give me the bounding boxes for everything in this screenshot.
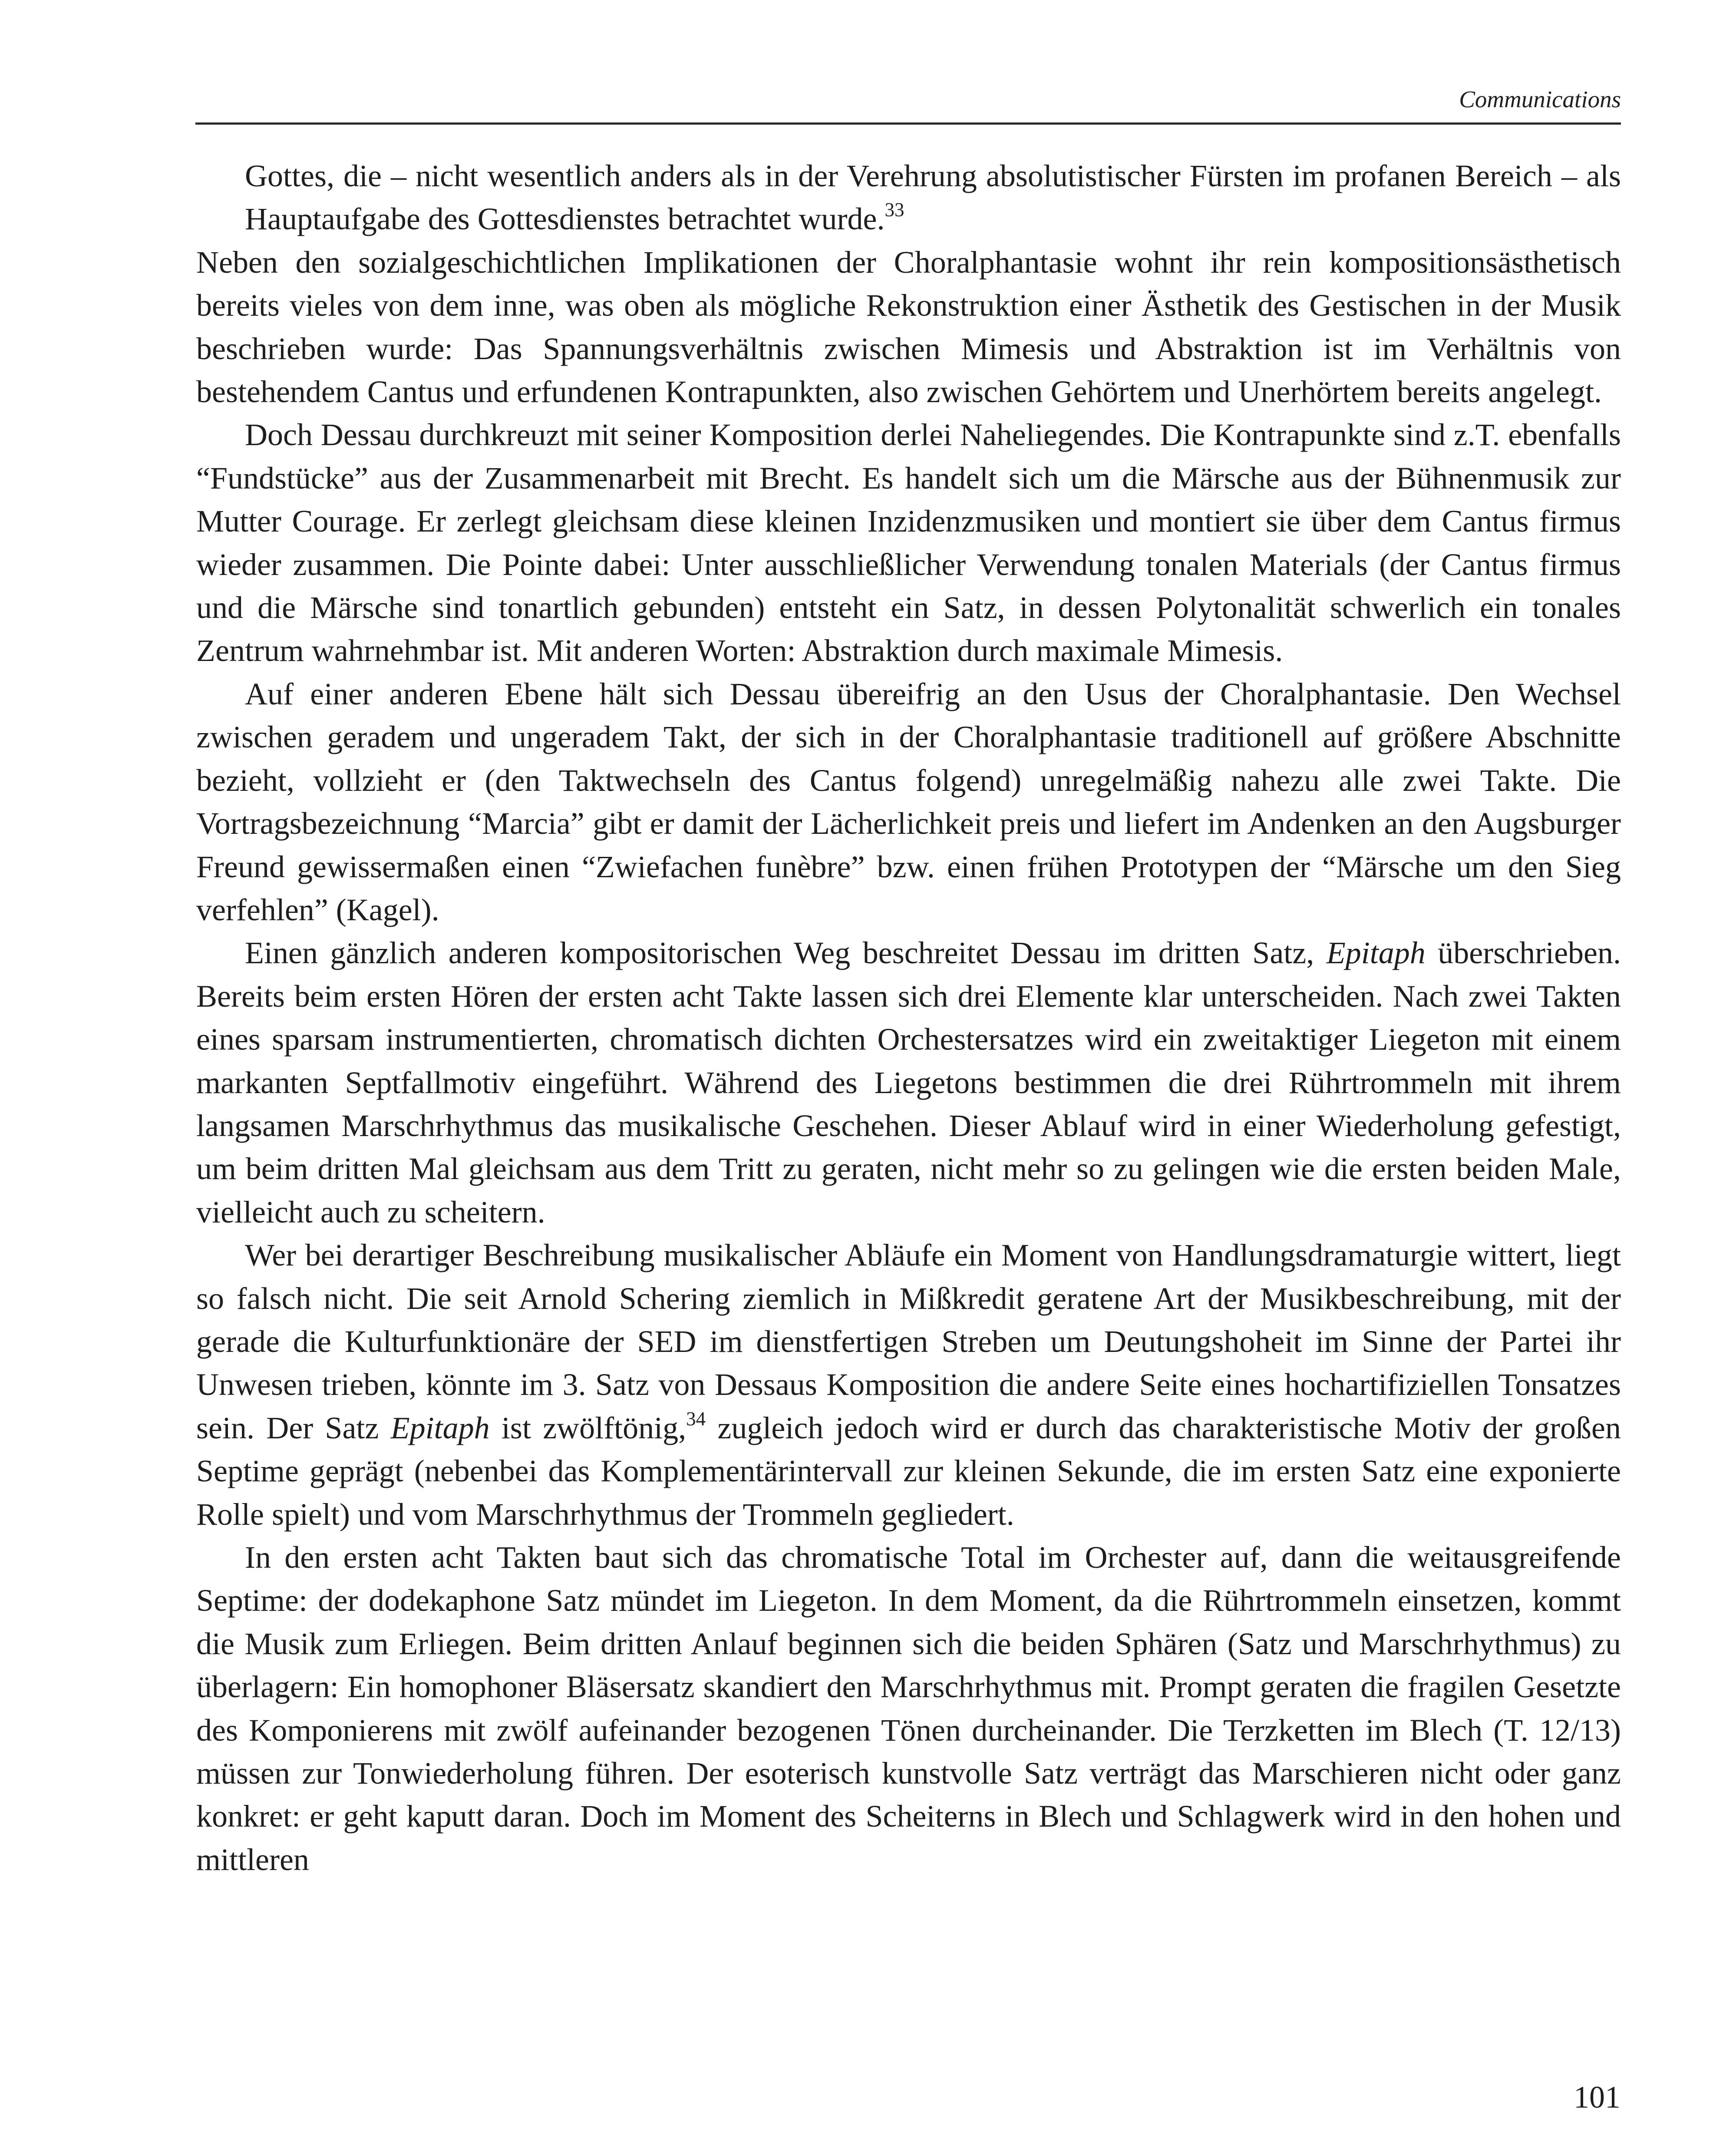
running-title: Communications bbox=[1459, 86, 1621, 112]
paragraph-text: Wer bei derartiger Beschreibung musikalischer Abläufe ein Moment von Handlungsdramaturgie wittert, liegt so falsch nicht. Die seit Arnold Schering ziemlich in Mißkredit geratene Art der Musikbeschreibung, mit der gerade die Kulturfunktionäre der SED im dienstfertigen Streben um Deutungshoheit im Sinne der Partei ihr Unwesen trieben, könnte im 3. Satz von Dessaus Komposition die andere Seite eines hochartifiziellen Tonsatzes sein. Der Satz bbox=[196, 1238, 1621, 1445]
work-title-epitaph: Epitaph bbox=[390, 1410, 490, 1445]
paragraph-text: zugleich jedoch wird er durch das charakteristische Motiv der großen Septime geprägt (nebenbei das Komplementärintervall zur kleinen Sekunde, die im ersten Satz eine exponierte Rolle spielt) und vom Marschrhythmus der Trommeln gegliedert. bbox=[196, 1410, 1621, 1532]
paragraph-handlungsdramaturgie bbox=[196, 1234, 1621, 1536]
paragraph-text: Einen gänzlich anderen kompositorischen Weg beschreitet Dessau im dritten Satz, bbox=[245, 935, 1327, 971]
page-number: 101 bbox=[1574, 2080, 1620, 2115]
paragraph-epitaph-intro bbox=[196, 932, 1621, 1234]
footnote-ref-33[interactable]: 33 bbox=[885, 199, 904, 221]
paragraph-choralphantasie: Neben den sozialgeschichtlichen Implikationen der Choralphantasie wohnt ihr rein kompositionsästhetisch bereits vieles von dem inne, was oben als mögliche Rekonstruktion einer Ästhetik des Gestischen in der Musik beschrieben wurde: Das Spannungsverhältnis zwischen Mimesis und Abstraktion ist im Verhältnis von bestehendem Cantus und erfundenen Kontrapunkten, also zwischen Gehörtem und Unerhörtem bereits angelegt. bbox=[196, 245, 1621, 410]
paragraph-text: überschrieben. Bereits beim ersten Hören der ersten acht Takte lassen sich drei Elemente klar unterscheiden. Nach zwei Takten eines sparsam instrumentierten, chromatisch dichten Orchestersatzes wird ein zweitaktiger Liegeton mit einem markanten Septfallmotiv eingeführt. Während des Liegetons bestimmen die drei Rührtrommeln mit ihrem langsamen Marschrhythmus das musikalische Geschehen. Dieser Ablauf wird in einer Wiederholung gefestigt, um beim dritten Mal gleichsam aus dem Tritt zu geraten, nicht mehr so zu gelingen wie die ersten beiden Male, vielleicht auch zu scheitern. bbox=[196, 935, 1621, 1229]
paragraph-dessau-kontrapunkte: Doch Dessau durchkreuzt mit seiner Komposition derlei Naheliegendes. Die Kontrapunkte sind z.T. ebenfalls “Fundstücke” aus der Zusammenarbeit mit Brecht. Es handelt sich um die Märsche aus der Bühnenmusik zur Mutter Courage. Er zerlegt gleichsam diese kleinen Inzidenzmusiken und montiert sie über dem Cantus firmus wieder zusammen. Die Pointe dabei: Unter ausschließlicher Verwendung tonalen Materials (der Cantus firmus und die Märsche sind tonartlich gebunden) entsteht ein Satz, in dessen Polytonalität schwerlich ein tonales Zentrum wahrnehmbar ist. Mit anderen Worten: Abstraktion durch maximale Mimesis. bbox=[196, 417, 1621, 668]
article-body bbox=[196, 155, 1621, 1881]
paragraph-taktwechsel: Auf einer anderen Ebene hält sich Dessau übereifrig an den Usus der Choralphantasie. Den Wechsel zwischen geradem und ungeradem Takt, der sich in der Choralphantasie traditionell auf größere Abschnitte bezieht, vollzieht er (den Taktwechseln des Cantus folgend) unregelmäßig nahezu alle zwei Takte. Die Vortragsbezeichnung “Marcia” gibt er damit der Lächerlichkeit preis und liefert im Andenken an den Augsburger Freund gewissermaßen einen “Zwiefachen funèbre” bzw. einen frühen Prototypen der “Märsche um den Sieg verfehlen” (Kagel). bbox=[196, 676, 1621, 927]
paragraph-quote-continuation bbox=[196, 155, 1621, 241]
running-header bbox=[195, 85, 1621, 125]
work-title-epitaph: Epitaph bbox=[1326, 935, 1426, 971]
paragraph-text: ist zwölftönig, bbox=[489, 1410, 686, 1445]
paragraph-text: Gottes, die – nicht wesentlich anders als in der Verehrung absolutistischer Fürsten im profanen Bereich – als Hauptaufgabe des Gottesdienstes betrachtet wurde. bbox=[245, 159, 1621, 237]
footnote-ref-34[interactable]: 34 bbox=[686, 1408, 706, 1430]
paragraph-chromatisches-total: In den ersten acht Takten baut sich das chromatische Total im Orchester auf, dann die weitausgreifende Septime: der dodekaphone Satz mündet im Liegeton. In dem Moment, da die Rührtrommeln einsetzen, kommt die Musik zum Erliegen. Beim dritten Anlauf beginnen sich die beiden Sphären (Satz und Marschrhythmus) zu überlagern: Ein homophoner Bläsersatz skandiert den Marschrhythmus mit. Prompt geraten die fragilen Gesetzte des Komponierens mit zwölf aufeinander bezogenen Tönen durcheinander. Die Terzketten im Blech (T. 12/13) müssen zur Tonwiederholung führen. Der esoterisch kunstvolle Satz verträgt das Marschieren nicht oder ganz konkret: er geht kaputt daran. Doch im Moment des Scheiterns in Blech und Schlagwerk wird in den hohen und mittleren bbox=[196, 1540, 1621, 1877]
